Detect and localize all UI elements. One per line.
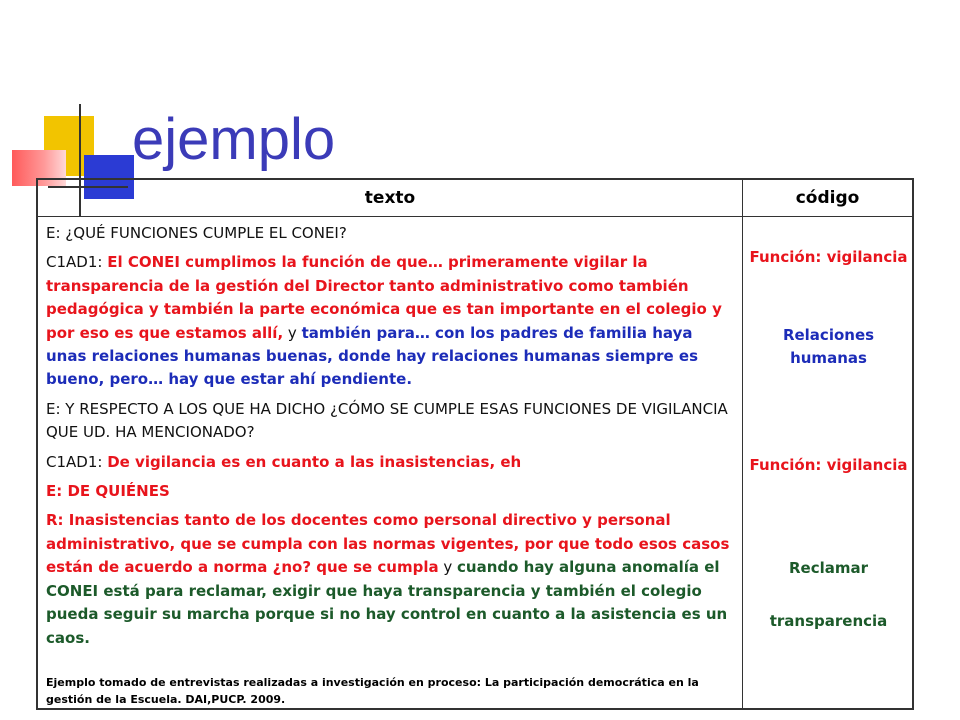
transcript-cell <box>46 222 738 656</box>
slide-title: ejemplo <box>132 107 336 172</box>
code-funcion-vigilancia-1: Función: vigilancia <box>749 248 908 266</box>
code-reclamar: Reclamar <box>788 559 869 577</box>
answer-1-relaciones: también para… con los padres de familia haya unas relaciones humanas buenas, donde hay relaciones humanas siempre es bueno, pero… hay que estar ahí pendiente. <box>46 323 699 389</box>
header-codigo: código <box>742 180 912 216</box>
code-funcion-vigilancia-2: Función: vigilancia <box>749 456 908 474</box>
response: R: Inasistencias tanto de los docentes como personal directivo y personal administrativo, que se cumpla con las normas vigentes, por que todo esos casos están de acuerdo a norma ¿no? que se cumpla y cuando hay alguna anomalía el CONEI está para reclamar, exigir que haya transparencia y también el colegio pueda seguir su marcha porque si no hay control en cuanto a la asistencia es un caos. <box>46 511 730 647</box>
coding-table <box>36 178 914 710</box>
source-footnote: Ejemplo tomado de entrevistas realizadas a investigación en proceso: La participación democrática en la gestión de la Escuela. DAI,PUCP. 2009. <box>46 676 699 706</box>
code-relaciones-humanas: Relaciones humanas <box>782 326 875 367</box>
answer-2 <box>46 451 738 474</box>
question-1: E: ¿QUÉ FUNCIONES CUMPLE EL CONEI? <box>46 224 347 242</box>
question-2: E: Y RESPECTO A LOS QUE HA DICHO ¿CÓMO SE CUMPLE ESAS FUNCIONES DE VIGILANCIA QUE UD. HA MENCIONADO? <box>46 399 728 442</box>
response-reclamar: cuando hay alguna anomalía el CONEI está para reclamar, exigir que haya transparencia y también el colegio pueda seguir su marcha porque si no hay control en cuanto a la asistencia es un caos. <box>46 558 728 647</box>
response-vigilancia: R: Inasistencias tanto de los docentes como personal directivo y personal administrativo, que se cumpla con las normas vigentes, por que todo esos casos están de acuerdo a norma ¿no? que se cumpla <box>46 511 730 577</box>
header-texto: texto <box>364 188 416 208</box>
answer-1: C1AD1: El CONEI cumplimos la función de que… primeramente vigilar la transparencia de la gestión del Director tanto administrativo como también pedagógica y también la parte económica que es tan importante en el colegio y por eso es que estamos allí, y también para… con los padres de familia haya unas relaciones humanas buenas, donde hay relaciones humanas siempre es bueno, pero… hay que estar ahí pendiente. <box>46 253 722 389</box>
speaker-label: C1AD1: <box>46 253 108 272</box>
answer-1-vigilancia: El CONEI cumplimos la función de que… primeramente vigilar la transparencia de la gestión del Director tanto administrativo como también pedagógica y también la parte económica que es tan importante en el colegio y por eso es que estamos allí, <box>46 253 722 342</box>
table-header <box>38 180 912 217</box>
answer-2-vigilancia: De vigilancia es en cuanto a las inasistencias, eh <box>107 452 522 471</box>
speaker-label: C1AD1: <box>46 452 108 471</box>
code-transparencia: transparencia <box>769 612 888 630</box>
question-3: E: DE QUIÉNES <box>46 482 170 501</box>
